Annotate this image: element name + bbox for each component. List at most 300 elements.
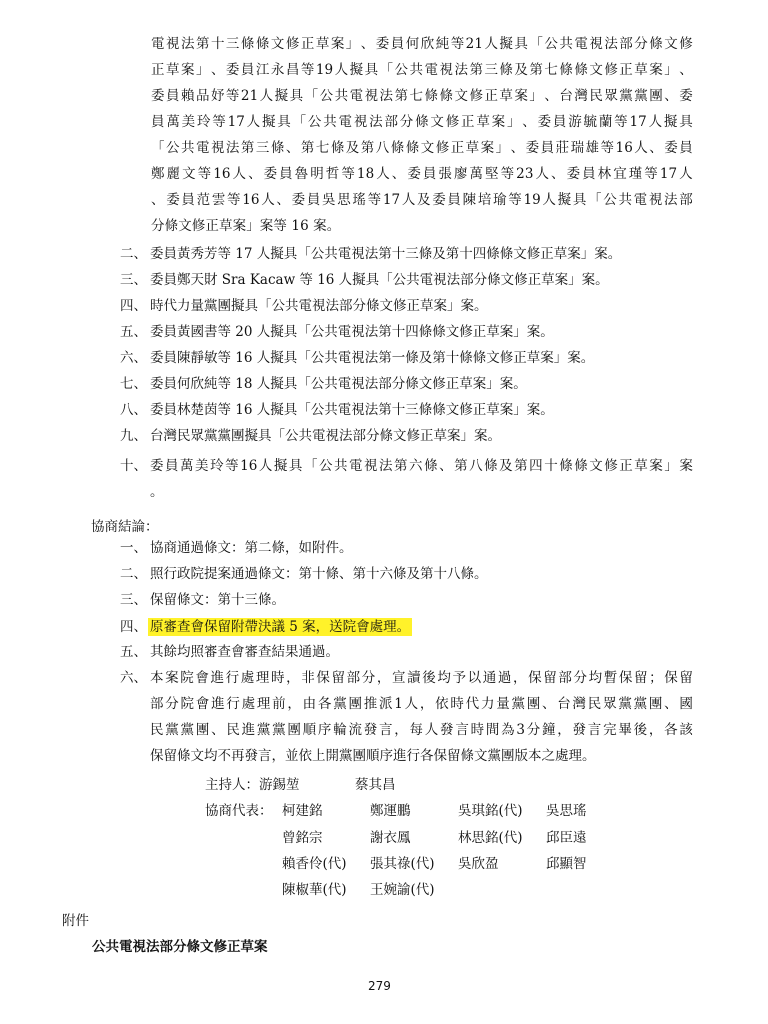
glyph: 電 [349,88,364,104]
glyph: 21 [240,88,259,104]
glyph: 委 [263,166,278,182]
glyph: 黨 [511,696,526,712]
glyph: 暫 [603,670,618,686]
glyph: 畢 [618,722,632,738]
glyph: 修 [445,114,460,130]
glyph: 團 [648,696,663,712]
glyph: 流 [348,722,363,738]
glyph: 修 [604,62,618,78]
glyph: 完 [603,722,617,738]
glyph: 行 [226,696,240,712]
glyph: 條 [424,458,438,474]
glyph: 七 [544,62,558,78]
glyph: 公 [318,458,333,474]
glyph: 通 [482,670,497,686]
glyph: 委 [525,140,540,156]
glyph: 、 [664,88,678,104]
glyph: 文 [430,114,445,130]
glyph: 團 [348,696,363,712]
conclusion-number: 三、 [120,592,147,608]
glyph: 輪 [333,722,347,738]
glyph: 團 [526,696,541,712]
glyph: 量 [496,696,510,712]
glyph: 非 [301,670,315,686]
glyph: 共 [323,114,337,130]
glyph: 三 [225,36,240,52]
glyph: 16 [615,140,633,156]
glyph: 由 [302,696,317,712]
representative-name: 曾銘宗 [282,830,323,846]
glyph: ， [286,670,300,686]
glyph: 永 [270,62,285,78]
glyph: 16 [240,458,258,474]
glyph: 萬 [180,458,194,474]
glyph: 雄 [585,140,600,156]
glyph: 法 [379,458,393,474]
glyph: ， [419,696,434,712]
glyph: 人 [634,140,648,156]
glyph: 修 [285,36,300,52]
glyph: 文 [589,458,603,474]
glyph: 擬 [261,114,276,130]
glyph: 條 [415,114,429,130]
glyph: 發 [572,722,587,738]
glyph: 人 [246,114,261,130]
page-number: 279 [368,979,391,993]
glyph: 視 [439,62,454,78]
annex-label: 附件 [62,913,89,929]
glyph: 、 [522,114,536,130]
bill-number: 二、 [120,246,147,262]
glyph: 正 [461,114,475,130]
glyph: 具 [364,62,379,78]
conclusion-number: 四、 [120,619,147,635]
glyph: 進 [211,696,225,712]
glyph: 員 [165,88,180,104]
glyph: 員 [582,166,596,182]
representative-name: 吳思瑤 [546,803,587,819]
glyph: 、 [544,88,558,104]
glyph: 留 [331,670,346,686]
glyph: 保 [528,670,542,686]
representative-name: 林思銘(代) [458,830,523,846]
highlight-mark: 原審查會保留附帶決議 5 案，送院會處理。 [150,619,411,635]
glyph: 第 [300,140,315,156]
bill-text: 委員黃國書等 20 人擬具「公共電視法第十四條條文修正草案」案。 [150,324,554,340]
glyph: 為 [501,722,515,738]
glyph: 及 [345,140,360,156]
glyph: 」 [664,62,678,78]
glyph: 黨 [180,722,195,738]
bill-text [150,457,693,475]
glyph: 力 [480,696,495,712]
glyph: 員 [306,192,321,208]
glyph: 莊 [555,140,570,156]
bill-number: 八、 [120,402,147,418]
glyph: 正 [484,88,499,104]
glyph: 人 [542,192,557,208]
glyph: 「 [529,36,543,52]
glyph: 過 [497,670,512,686]
glyph: 部 [384,114,399,130]
glyph: 鄭 [151,166,165,182]
glyph: 部 [619,36,633,52]
glyph: 林 [597,166,612,182]
glyph: 擬 [273,458,288,474]
glyph: 鐘 [542,722,556,738]
glyph: 時 [450,696,465,712]
glyph: 電 [574,36,588,52]
glyph: 」 [664,458,678,474]
glyph: 員 [181,192,196,208]
glyph: 黨 [633,696,648,712]
glyph: 文 [589,62,603,78]
glyph: 人 [648,114,663,130]
glyph: 民 [589,88,603,104]
glyph: 具 [514,36,529,52]
conclusion-text: 保留條文：第十三條。 [150,592,285,608]
representative-name: 邱臣遠 [546,830,587,846]
glyph: 共 [180,140,195,156]
glyph: 灣 [574,88,588,104]
glyph: 法 [225,140,240,156]
glyph: 、 [551,166,565,182]
glyph: 案 [514,88,529,104]
glyph: 案 [679,458,693,474]
glyph: 發 [363,722,378,738]
bill-text: 委員林楚茵等 16 人擬具「公共電視法第十三條條文修正草案」案。 [150,402,554,418]
conclusion-text: 協商通過條文：第二條，如附件。 [150,540,353,556]
glyph: 三 [255,140,270,156]
glyph: 文 [270,36,285,52]
representative-name: 陳椒華(代) [282,882,347,898]
representatives-label: 協商代表： [205,803,273,819]
glyph: 人 [376,166,390,182]
glyph: 八 [469,458,483,474]
glyph: 廖 [453,166,468,182]
glyph: 何 [405,36,420,52]
glyph: 17 [382,192,401,208]
glyph: 草 [165,62,180,78]
glyph: 案 [330,36,345,52]
glyph: 「 [292,114,307,130]
conclusion-number: 二、 [120,566,147,582]
glyph: 八 [375,140,390,156]
glyph: 、 [439,458,453,474]
glyph: 17 [659,166,678,182]
glyph: 賴 [180,88,195,104]
glyph: 1 [394,696,403,712]
glyph: 欣 [420,36,435,52]
glyph: 公 [319,88,334,104]
glyph: 人 [484,36,499,52]
glyph: 、 [649,140,663,156]
glyph: 黨 [165,722,179,738]
conclusion-text: 保留條文均不再發言，並依上開黨團順序進行各保留條文黨團版本之處理。 [150,748,596,764]
glyph: 電 [633,192,648,208]
glyph: 該 [679,722,693,738]
glyph: 、 [664,696,678,712]
glyph: 共 [334,88,349,104]
glyph: 後 [633,722,648,738]
glyph: 員 [540,140,555,156]
glyph: 各 [317,696,332,712]
conclusion-text [150,669,693,687]
bill-text: 委員陳靜敏等 16 人擬具「公共電視法第一條及第十條條文修正草案」案。 [150,350,595,366]
glyph: 法 [604,36,618,52]
glyph: 宣 [392,670,406,686]
glyph: 「 [588,192,602,208]
glyph: 共 [333,458,348,474]
glyph: 草 [634,62,648,78]
glyph: 視 [364,458,378,474]
glyph: 」 [506,114,521,130]
glyph: 魯 [294,166,309,182]
glyph: 員 [151,114,165,130]
glyph: ， [648,722,663,738]
glyph: 員 [679,140,693,156]
glyph: 條 [499,62,514,78]
glyph: 16 [213,166,231,182]
representative-name: 賴香伶(代) [282,856,347,872]
glyph: 瑞 [570,140,585,156]
glyph: 等 [508,192,522,208]
glyph: 條 [559,62,573,78]
representative-name: 王婉諭(代) [370,882,435,898]
glyph: 分 [165,696,179,712]
conclusion-text [150,695,693,713]
glyph: 正 [151,62,165,78]
glyph: 電 [195,140,210,156]
glyph: 民 [587,696,602,712]
glyph: 條 [559,458,573,474]
glyph: 案 [649,62,663,78]
glyph: 公 [544,36,558,52]
continuation-line [151,191,693,209]
glyph: 「 [303,458,318,474]
glyph: 修 [604,458,618,474]
glyph: 條 [405,140,420,156]
representative-name: 吳欣盈 [458,856,499,872]
glyph: 視 [648,192,663,208]
conclusion-number: 一、 [120,540,147,556]
glyph: 發 [440,722,454,738]
bill-text: 委員黃秀芳等 17 人擬具「公共電視法第十三條及第十四條條文修正草案」案。 [150,246,622,262]
bill-text: 時代力量黨團擬具「公共電視法部分條文修正草案」案。 [150,298,488,314]
glyph: 四 [529,458,543,474]
glyph: 法 [454,62,469,78]
glyph: 言 [587,722,602,738]
glyph: 第 [454,458,468,474]
glyph: 條 [574,458,588,474]
glyph: 電 [338,114,353,130]
glyph: 法 [180,36,195,52]
bill-text-continuation: 。 [150,484,164,500]
glyph: 視 [589,36,603,52]
glyph: 保 [316,670,330,686]
representative-name: 張其祿(代) [370,856,435,872]
annex-title: 公共電視法部分條文修正草案 [92,939,268,955]
glyph: 委 [679,88,693,104]
glyph: 「 [304,88,319,104]
glyph: 黨 [333,696,347,712]
glyph: 以 [467,670,482,686]
glyph: 案 [180,62,195,78]
representative-name: 邱顯智 [546,856,587,872]
glyph: 視 [364,88,379,104]
glyph: 哲 [325,166,340,182]
continuation-line [151,113,693,131]
glyph: 品 [195,88,210,104]
glyph: 人 [259,88,274,104]
glyph: 公 [603,192,617,208]
glyph: 民 [226,722,240,738]
glyph: 人 [404,696,419,712]
glyph: 台 [557,696,571,712]
bill-number: 三、 [120,272,147,288]
glyph: 」 [495,140,510,156]
glyph: 正 [300,36,315,52]
glyph: 、 [285,140,300,156]
glyph: 會 [195,696,210,712]
glyph: 留 [543,670,557,686]
continuation-line [151,35,693,53]
glyph: 明 [310,166,324,182]
glyph: 、 [510,140,525,156]
glyph: 團 [649,88,663,104]
glyph: 委 [151,88,165,104]
glyph: 國 [679,696,693,712]
glyph: 「 [151,140,165,156]
glyph: 第 [195,36,210,52]
bill-number: 十、 [120,458,147,474]
glyph: 16 [242,192,260,208]
glyph: 17 [629,114,647,130]
glyph: 瑜 [493,192,507,208]
glyph: 眾 [604,88,618,104]
glyph: 美 [195,458,209,474]
glyph: 案 [491,114,506,130]
glyph: 人 [679,166,693,182]
glyph: 留 [679,670,693,686]
glyph: 人 [258,458,273,474]
glyph: 及 [499,458,513,474]
glyph: 美 [181,114,196,130]
glyph: 條 [240,36,255,52]
glyph: 電 [424,62,439,78]
glyph: 等 [644,166,658,182]
host-name: 游錫堃 [259,777,300,793]
representative-name: 鄭運鵬 [370,803,411,819]
glyph: 公 [394,62,409,78]
glyph: 思 [337,192,351,208]
continuation-line [151,61,693,79]
glyph: ， [376,670,391,686]
glyph: 分 [399,114,414,130]
glyph: 昌 [285,62,300,78]
continuation-line [151,87,693,105]
glyph: 留 [634,670,648,686]
glyph: 民 [150,722,164,738]
glyph: 等 [227,192,241,208]
glyph: 23 [516,166,534,182]
glyph: 部 [346,670,361,686]
glyph: 第 [394,88,409,104]
bill-number: 九、 [120,428,147,444]
glyph: 會 [195,670,209,686]
glyph: 案 [480,140,495,156]
glyph: 等 [500,166,515,182]
glyph: 電 [151,36,165,52]
glyph: 黨 [618,696,632,712]
glyph: ， [513,670,527,686]
glyph: 21 [465,36,484,52]
glyph: 妤 [210,88,225,104]
glyph: 文 [182,166,196,182]
glyph: 條 [574,62,588,78]
representative-name: 謝衣鳳 [370,830,411,846]
glyph: 張 [438,166,453,182]
glyph: 委 [432,192,446,208]
glyph: 、 [276,192,291,208]
glyph: 第 [529,62,543,78]
glyph: 部 [558,670,572,686]
glyph: 黨 [634,88,648,104]
glyph: 分 [634,36,648,52]
glyph: 均 [437,670,451,686]
glyph: 法 [664,192,678,208]
conclusion-text-highlighted [150,618,412,636]
glyph: 團 [195,722,210,738]
glyph: 條 [424,88,439,104]
glyph: 草 [476,114,490,130]
glyph: 等 [225,88,240,104]
glyph: 人 [232,166,247,182]
glyph: 前 [272,696,286,712]
representative-name: 吳琪銘(代) [458,803,523,819]
glyph: 游 [568,114,582,130]
glyph: 公 [165,140,180,156]
glyph: 黨 [272,722,286,738]
glyph: 進 [210,670,225,686]
glyph: 等 [341,166,355,182]
glyph: 代 [465,696,480,712]
glyph: 言 [378,722,393,738]
glyph: 台 [559,88,573,104]
glyph: 具 [288,458,303,474]
glyph: 萬 [166,114,180,130]
glyph: 黨 [619,88,633,104]
glyph: 委 [225,62,240,78]
glyph: 委 [407,166,421,182]
glyph: 委 [537,114,552,130]
glyph: 、 [151,192,165,208]
conclusion-text [150,721,693,739]
glyph: 法 [379,88,394,104]
continuation-line [151,139,693,157]
glyph: 、 [542,696,556,712]
glyph: 草 [315,36,330,52]
glyph: 條 [484,458,498,474]
bill-text: 委員鄭天財 Sra Kacaw 等 16 人擬具「公共電視法部分條文修正草案」案。 [150,272,609,288]
glyph: 七 [315,140,330,156]
glyph: 員 [240,62,255,78]
glyph: 修 [679,36,693,52]
glyph: 共 [618,192,633,208]
glyph: 理 [255,670,270,686]
glyph: 雲 [211,192,226,208]
glyph: 委 [664,140,678,156]
